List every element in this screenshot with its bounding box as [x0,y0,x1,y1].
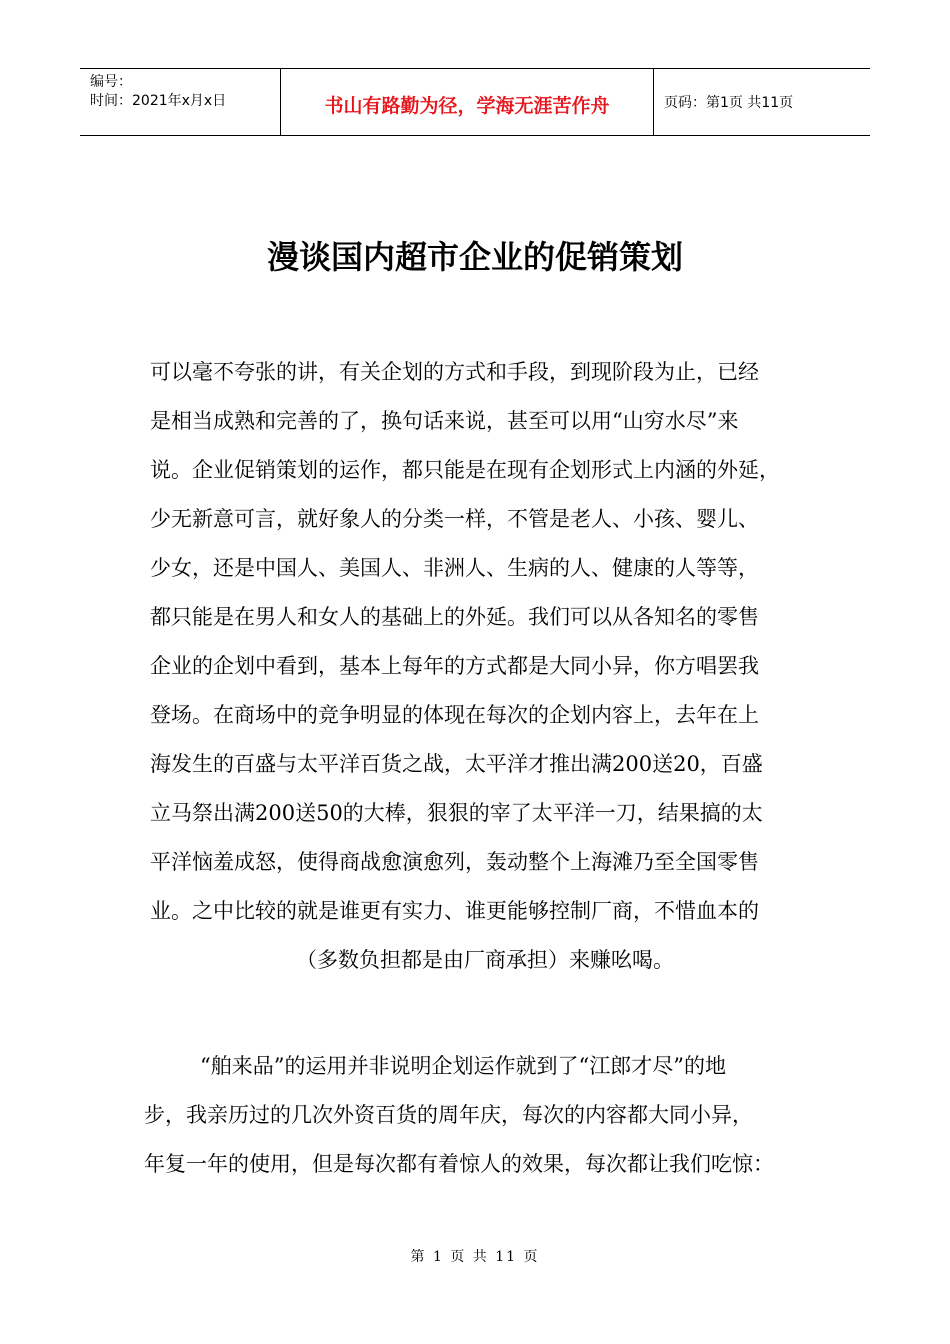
paragraph-line: 是相当成熟和完善的了，换句话来说，甚至可以用“山穷水尽”来 [150,409,739,433]
paragraph-line: 都只能是在男人和女人的基础上的外延。我们可以从各知名的零售 [150,605,759,629]
doc-time-label: 时间：2021年x月x日 [90,93,227,109]
paragraph-line: 年复一年的使用，但是每次都有着惊人的效果，每次都让我们吃惊： [144,1152,774,1176]
doc-number-label: 编号： [90,74,132,90]
paragraph-line: “舶来品”的运用并非说明企划运作就到了“江郎才尽”的地 [200,1054,726,1078]
header-page-info: 页码：第1页 共11页 [664,95,794,111]
header-motto-cell [281,69,654,135]
header-page-cell [654,69,870,135]
paragraph-line: 立马祭出满200送50的大棒，狠狠的宰了太平洋一刀，结果搞的太 [150,801,763,825]
paragraph-line: 说。企业促销策划的运作，都只能是在现有企划形式上内涵的外延， [150,458,780,482]
header-info-cell [80,69,281,135]
paragraph-1 [150,348,820,985]
header-table [80,68,870,136]
paragraph-line: 步，我亲历过的几次外资百货的周年庆，每次的内容都大同小异， [144,1103,753,1127]
paragraph-line: 少女，还是中国人、美国人、非洲人、生病的人、健康的人等等， [150,556,759,580]
paragraph-line: 业。之中比较的就是谁更有实力、谁更能够控制厂商，不惜血本的 [150,899,759,923]
document-title: 漫谈国内超市企业的促销策划 [266,238,683,276]
paragraph-line: （多数负担都是由厂商承担）来赚吆喝。 [296,948,674,972]
header-motto: 书山有路勤为径，学海无涯苦作舟 [324,94,610,117]
paragraph-line: 平洋恼羞成怒，使得商战愈演愈列，轰动整个上海滩乃至全国零售 [150,850,759,874]
page-footer: 第 1 页 共 11 页 [410,1249,540,1265]
paragraph-line: 少无新意可言，就好象人的分类一样，不管是老人、小孩、婴儿、 [150,507,759,531]
paragraph-line: 海发生的百盛与太平洋百货之战，太平洋才推出满200送20，百盛 [150,752,763,776]
paragraph-2 [144,1042,820,1189]
paragraph-line: 可以毫不夸张的讲，有关企划的方式和手段，到现阶段为止，已经 [150,360,759,384]
paragraph-line: 企业的企划中看到，基本上每年的方式都是大同小异，你方唱罢我 [150,654,759,678]
paragraph-line: 登场。在商场中的竞争明显的体现在每次的企划内容上，去年在上 [150,703,759,727]
